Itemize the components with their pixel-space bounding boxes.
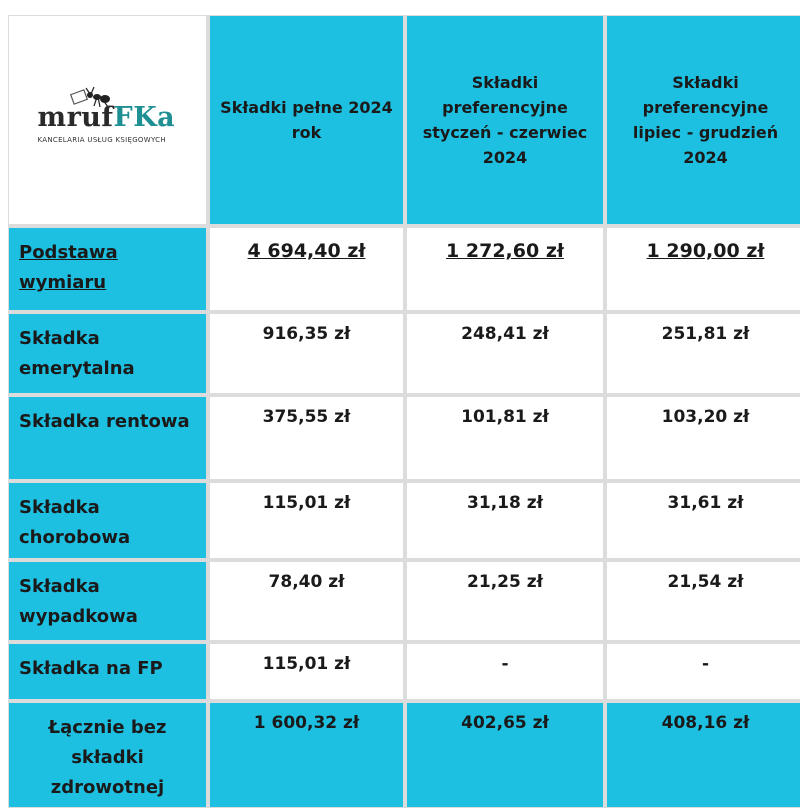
cell-sickness-pref-h1: 31,18 zł bbox=[407, 483, 603, 558]
column-header-pref-h2: Składki preferencyjne lipiec - grudzień 2024 bbox=[607, 16, 800, 224]
cell-pension-pref-h2: 251,81 zł bbox=[607, 314, 800, 393]
column-header-full: Składki pełne 2024 rok bbox=[210, 16, 403, 224]
cell-base-pref-h2: 1 290,00 zł bbox=[607, 228, 800, 310]
row-label-pension: Składka emerytalna bbox=[9, 314, 206, 393]
cell-disability-pref-h2: 103,20 zł bbox=[607, 397, 800, 479]
contributions-table bbox=[8, 15, 800, 808]
logo-subtitle: KANCELARIA USŁUG KSIĘGOWYCH bbox=[37, 136, 166, 144]
row-label-sickness: Składka chorobowa bbox=[9, 483, 206, 558]
cell-pension-pref-h1: 248,41 zł bbox=[407, 314, 603, 393]
cell-labor-fund-pref-h1: - bbox=[407, 644, 603, 699]
cell-disability-full: 375,55 zł bbox=[210, 397, 403, 479]
cell-total-pref-h2: 408,16 zł bbox=[607, 703, 800, 807]
cell-total-full: 1 600,32 zł bbox=[210, 703, 403, 807]
cell-sickness-full: 115,01 zł bbox=[210, 483, 403, 558]
cell-base-pref-h1: 1 272,60 zł bbox=[407, 228, 603, 310]
row-label-base: Podstawa wymiaru bbox=[9, 228, 206, 310]
logo-cell bbox=[9, 16, 206, 224]
logo-wordmark: mrufFKa bbox=[37, 102, 176, 133]
cell-base-full: 4 694,40 zł bbox=[210, 228, 403, 310]
cell-labor-fund-full: 115,01 zł bbox=[210, 644, 403, 699]
cell-accident-full: 78,40 zł bbox=[210, 562, 403, 640]
row-label-labor-fund: Składka na FP bbox=[9, 644, 206, 699]
column-header-pref-h1: Składki preferencyjne styczeń - czerwiec 2024 bbox=[407, 16, 603, 224]
company-logo bbox=[38, 90, 178, 150]
cell-pension-full: 916,35 zł bbox=[210, 314, 403, 393]
cell-accident-pref-h1: 21,25 zł bbox=[407, 562, 603, 640]
cell-total-pref-h1: 402,65 zł bbox=[407, 703, 603, 807]
row-label-disability: Składka rentowa bbox=[9, 397, 206, 479]
cell-sickness-pref-h2: 31,61 zł bbox=[607, 483, 800, 558]
cell-accident-pref-h2: 21,54 zł bbox=[607, 562, 800, 640]
cell-disability-pref-h1: 101,81 zł bbox=[407, 397, 603, 479]
cell-labor-fund-pref-h2: - bbox=[607, 644, 800, 699]
row-label-total: Łącznie bez składki zdrowotnej bbox=[9, 703, 206, 807]
row-label-accident: Składka wypadkowa bbox=[9, 562, 206, 640]
